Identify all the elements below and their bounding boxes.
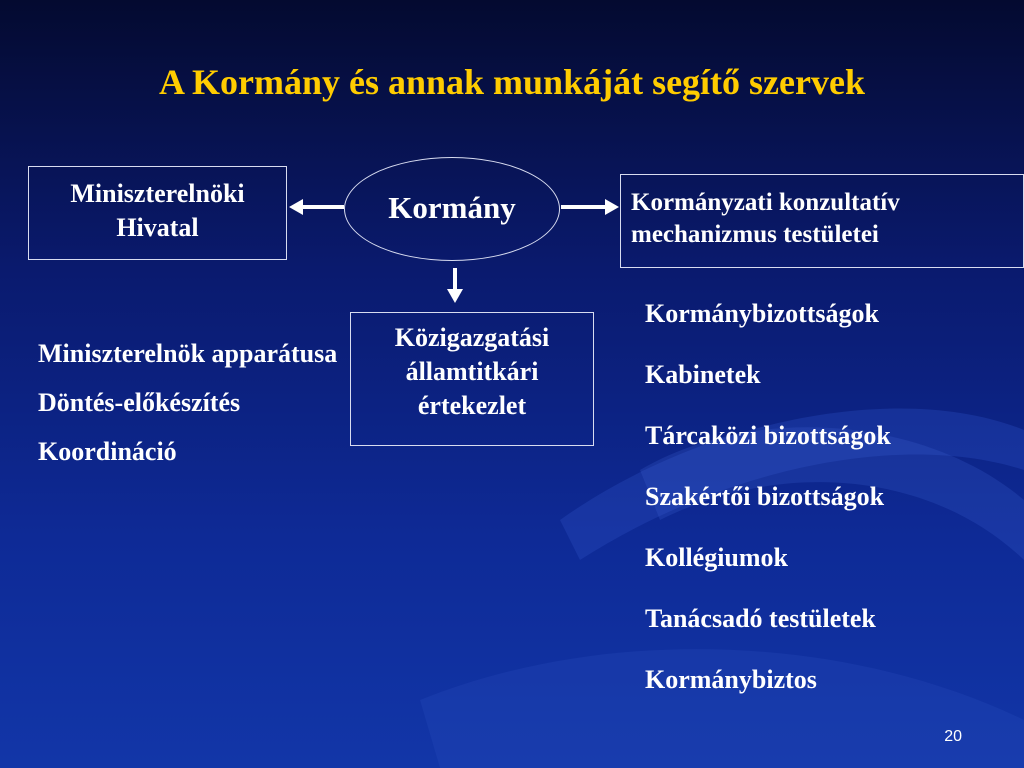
pm-office-box (28, 166, 287, 260)
arrow-right (561, 199, 619, 215)
list-item: Tanácsadó testületek (645, 604, 876, 633)
consultative-line1: Kormányzati konzultatív (631, 189, 900, 216)
state-sec-line2: államtitkári (405, 357, 539, 386)
list-item: Koordináció (38, 437, 177, 466)
government-ellipse: Kormány (344, 157, 560, 261)
arrow-left (289, 199, 344, 215)
list-item: Kormánybizottságok (645, 299, 879, 328)
consultative-line2: mechanizmus testületei (631, 221, 879, 248)
page-number: 20 (944, 728, 962, 745)
list-item: Tárcaközi bizottságok (645, 421, 891, 450)
list-item: Miniszterelnök apparátusa (38, 339, 338, 368)
state-secretaries-meeting-box (350, 312, 594, 446)
consultative-mechanism-box (620, 174, 1024, 268)
list-item: Szakértői bizottságok (645, 482, 885, 511)
arrow-down (447, 268, 463, 303)
right-body-list (645, 298, 1015, 725)
list-item: Döntés-előkészítés (38, 388, 241, 417)
list-item: Kormánybiztos (645, 665, 817, 694)
state-sec-line3: értekezlet (417, 391, 527, 420)
state-sec-line1: Közigazgatási (394, 323, 550, 352)
pm-office-line2: Hivatal (116, 213, 199, 242)
pm-office-line1: Miniszterelnöki (70, 179, 245, 208)
slide-title: A Kormány és annak munkáját segítő szervek (158, 62, 865, 102)
list-item: Kabinetek (645, 360, 761, 389)
left-function-list (38, 338, 338, 485)
list-item: Kollégiumok (645, 543, 789, 572)
